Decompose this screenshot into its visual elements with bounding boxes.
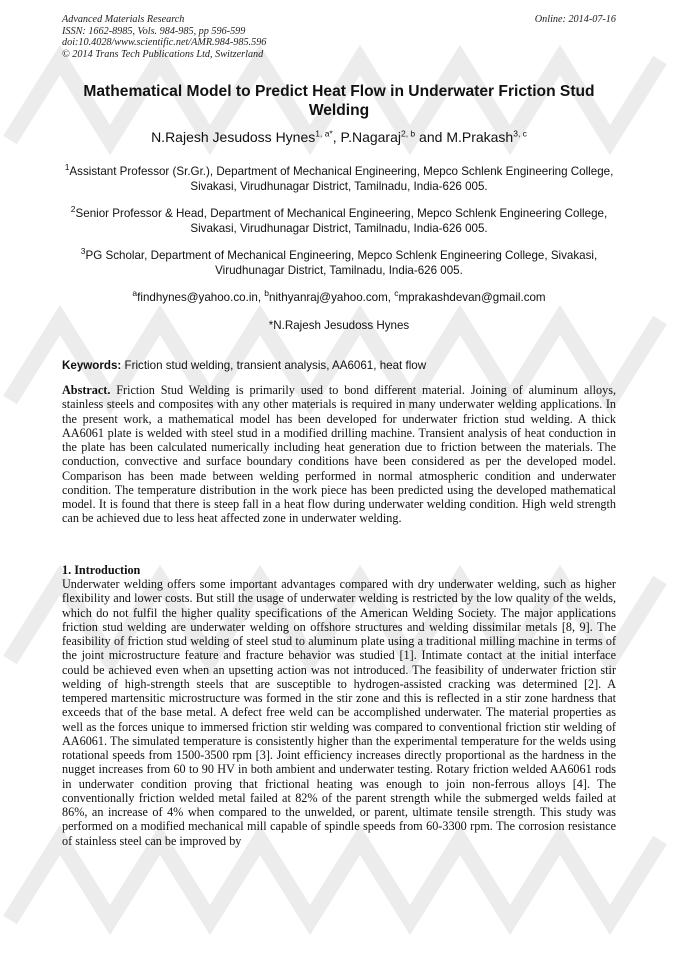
email-marker: c bbox=[394, 288, 399, 299]
affiliation-text: PG Scholar, Department of Mechanical Engineering, Mepco Schlenk Engineering College, Sivakasi, Virudhunagar District, Tamilnadu, India-626 005. bbox=[85, 249, 598, 277]
copyright-line: © 2014 Trans Tech Publications Ltd, Switzerland bbox=[62, 48, 264, 60]
journal-name: Advanced Materials Research bbox=[62, 14, 185, 25]
abstract-label: Abstract. bbox=[62, 383, 111, 397]
email-list bbox=[62, 290, 616, 305]
author-name: M.Prakash bbox=[446, 129, 514, 145]
email-separator: , bbox=[257, 291, 265, 304]
abstract bbox=[62, 383, 616, 526]
email-link[interactable]: mprakashdevan@gmail.com bbox=[398, 291, 546, 304]
issn-line: ISSN: 1662-8985, Vols. 984-985, pp 596-599 bbox=[62, 25, 246, 37]
keywords-text: Friction stud welding, transient analysis, AA6061, heat flow bbox=[121, 359, 427, 372]
email-link[interactable]: nithyanraj@yahoo.com bbox=[269, 291, 388, 304]
introduction-paragraph: Underwater welding offers some important advantages compared with dry underwater welding, such as higher flexibility and lower costs. But still the usage of underwater welding is restricted by the low quality of the welds, which do not fulfil the higher quality specifications of the American Welding Society. The major applications friction stud welding are underwater welding on offshore structures and welding dissimilar metals [8, 9]. The feasibility of friction stud welding of steel stud to aluminum plate using a traditional milling machine in terms of the joint microstructure feature and fracture behavior was studied [1]. Intimate contact at the initial interface could be achieved even when an upsetting action was not introduced. The feasibility of underwater friction stir welding of high-strength steels that are susceptible to hydrogen-assisted cracking was determined [2]. A tempered martensitic microstructure was formed in the stir zone and this is reflected in a stir zone hardness that exceeds that of the base metal. A defect free weld can be accomplished underwater. The material properties as well as the forces unique to immersed friction stir welding was compared to conventional friction stir welding of AA6061. The simulated temperature is consistently higher than the experimental temperature for the welds using rotational speeds from 1500-3500 rpm [3]. Joint efficiency increases directly proportional as the hardness in the nugget increases from 60 to 90 HV in both ambient and underwater testing. Rotary friction welded AA6061 rods in underwater condition proving that frictional heating was enough to join non-ferrous alloys [4]. The conventionally friction welded metal failed at 82% of the parent strength while the submerged welds failed at 86%, an increase of 4% when compared to the unwelded, or parent, ultimate tensile strength. This study was performed on a modified mechanical mill capable of spindle speeds from 60-3300 rpm. The corrosion resistance of stainless steel can be improved by bbox=[62, 577, 616, 848]
email-marker: b bbox=[264, 288, 270, 299]
affiliation-marker: 1 bbox=[64, 162, 70, 173]
affiliation-text: Senior Professor & Head, Department of Mechanical Engineering, Mepco Schlenk Engineering College, Sivakasi, Virudhunagar District, Tamilnadu, India-626 005. bbox=[75, 207, 608, 235]
abstract-text: Friction Stud Welding is primarily used to bond different material. Joining of aluminum alloys, stainless steels and composites with any other materials is required in many underwater welding applications. In the present work, a mathematical model has been developed for underwater friction stud welding. A thick AA6061 plate is welded with steel stud in a modified drilling machine. Transient analysis of heat conduction in the plate has been calculated numerically including heat generation due to friction between the materials. The conduction, convective and surface boundary conditions have been considered as per the developed model. Comparison has been made between welding performed in normal atmospheric condition and underwater condition. The temperature distribution in the work piece has been predicted using the developed mathematical model. It is found that there is steep fall in a heat flow during underwater welding condition. High weld strength can be achieved due to less heat affected zone in underwater welding. bbox=[62, 383, 616, 526]
author-superscript: 1, a* bbox=[315, 128, 333, 139]
author-separator: , bbox=[332, 129, 341, 145]
author-name: N.Rajesh Jesudoss Hynes bbox=[151, 129, 316, 145]
affiliation-3 bbox=[62, 248, 616, 278]
keywords bbox=[62, 358, 616, 373]
affiliation-marker: 2 bbox=[70, 204, 76, 215]
email-separator: , bbox=[387, 291, 395, 304]
affiliation-marker: 3 bbox=[80, 246, 86, 257]
section-heading-introduction: 1. Introduction bbox=[62, 563, 141, 577]
email-marker: a bbox=[132, 288, 138, 299]
corresponding-author: *N.Rajesh Jesudoss Hynes bbox=[268, 319, 410, 332]
online-date: Online: 2014-07-16 bbox=[534, 14, 616, 25]
author-list bbox=[62, 128, 616, 146]
affiliation-2 bbox=[62, 206, 616, 236]
author-name: P.Nagaraj bbox=[340, 129, 401, 145]
keywords-label: Keywords: bbox=[62, 359, 122, 372]
author-separator: and bbox=[415, 129, 447, 145]
doi-line: doi:10.4028/www.scientific.net/AMR.984-985.596 bbox=[62, 37, 267, 49]
journal-info bbox=[62, 14, 266, 60]
author-superscript: 3, c bbox=[513, 128, 527, 139]
affiliation-text: Assistant Professor (Sr.Gr.), Department of Mechanical Engineering, Mepco Schlenk Engineering College, Sivakasi, Virudhunagar District, Tamilnadu, India-626 005. bbox=[69, 165, 614, 193]
email-link[interactable]: findhynes@yahoo.co.in bbox=[137, 291, 258, 304]
author-superscript: 2, b bbox=[400, 128, 416, 139]
paper-title: Mathematical Model to Predict Heat Flow in Underwater Friction Stud Welding bbox=[83, 83, 595, 119]
affiliation-1 bbox=[62, 164, 616, 194]
